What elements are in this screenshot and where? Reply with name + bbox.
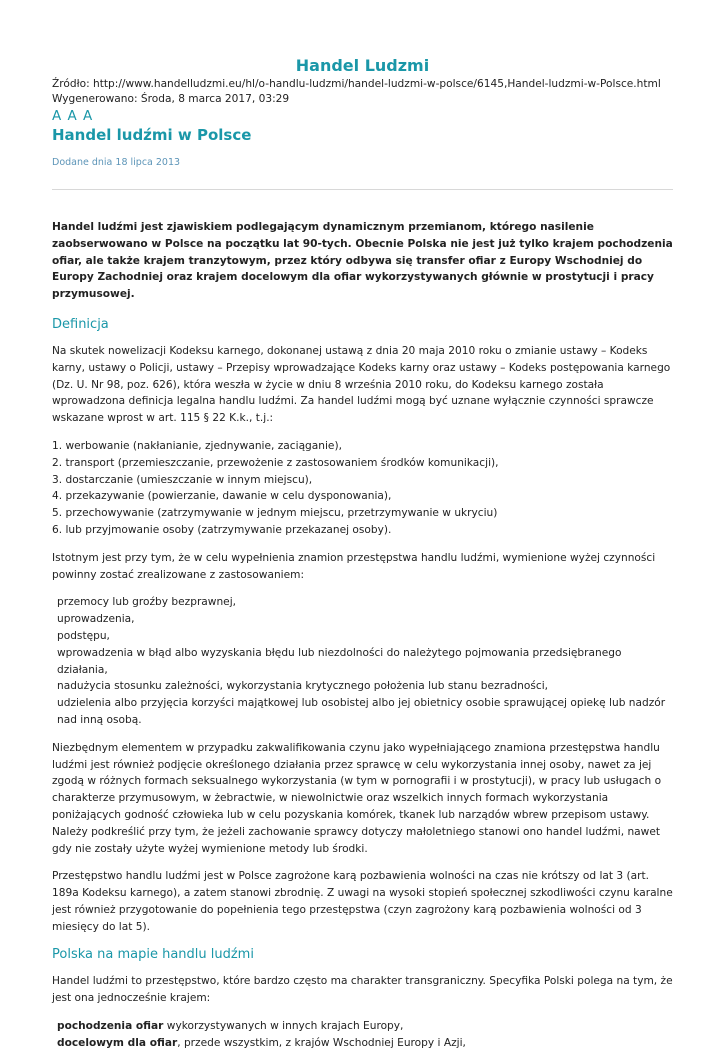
paragraph: Przestępstwo handlu ludźmi jest w Polsce zagrożone karą pozbawienia wolności na czas nie krótszy od lat 3 (art. 189a Kodeksu karnego), a zatem stanowi zbrodnię. Z uwagi na wysoki stopień społecznej szkodliwości czynu karalne jest również przygotowanie do popełnienia tego przestępstwa (czyn zagrożony karą pozbawienia wolności od 3 miesięcy do lat 5). [52, 870, 673, 933]
list-item: 5. przechowywanie (zatrzymywanie w jednym miejscu, przetrzymywanie w ukryciu) [52, 507, 498, 520]
list-item: uprowadzenia, [57, 613, 135, 626]
item-bold: docelowym dla ofiar [57, 1036, 178, 1049]
list-item [57, 1018, 674, 1035]
list-item: przemocy lub groźby bezprawnej, [57, 596, 237, 609]
document-meta [52, 77, 692, 106]
list-item: wprowadzenia w błąd albo wyzyskania błędu lub niezdolności do należytego pojmowania przedsiębranego działania, [57, 646, 622, 676]
paragraph: Na skutek nowelizacji Kodeksu karnego, dokonanej ustawą z dnia 20 maja 2010 roku o zmianie ustawy – Kodeks karny, ustawy o Policji, ustawy – Przepisy wprowadzające Kodeks karny oraz ustawy – Kodeks postępowania karnego (Dz. U. Nr 98, poz. 626), która weszła w życie w dniu 8 września 2010 roku, do Kodeksu karnego została wprowadzona definicja legalna handlu ludźmi. Za handel ludźmi mogą być uznane wyłącznie czynności sprawcze wskazane wprost w art. 115 § 22 K.k., t.j.: [52, 344, 671, 425]
list-item: 2. transport (przemieszczanie, przewożenie z zastosowaniem środków komunikacji), [52, 456, 499, 469]
list-item: 6. lub przyjmowanie osoby (zatrzymywanie przekazanej osoby). [52, 523, 392, 536]
list-item: udzielenia albo przyjęcia korzyści majątkowej lub osobistej albo jej obietnicy osobie sprawującej opiekę lub nadzór nad inną osobą. [57, 697, 666, 726]
actions-list [52, 438, 674, 539]
generated-date: Wygenerowano: Środa, 8 marca 2017, 03:29 [52, 92, 290, 105]
paragraph: Istotnym jest przy tym, że w celu wypełnienia znamion przestępstwa handlu ludźmi, wymienione wyżej czynności powinny zostać zrealizowane z zastosowaniem: [52, 551, 656, 581]
site-title: Handel Ludzmi [295, 56, 430, 75]
item-text: , przede wszystkim, z krajów Wschodniej Europy i Azji, [177, 1036, 466, 1049]
section-heading-definicja: Definicja [52, 316, 109, 332]
divider [52, 189, 673, 190]
list-item: 1. werbowanie (nakłanianie, zjednywanie, zaciąganie), [52, 439, 342, 452]
list-item: podstępu, [57, 629, 110, 642]
list-item: 4. przekazywanie (powierzanie, dawanie w celu dysponowania), [52, 490, 392, 503]
item-text: wykorzystywanych w innych krajach Europy, [163, 1020, 404, 1033]
paragraph: Handel ludźmi to przestępstwo, które bardzo często ma charakter transgraniczny. Specyfika Polski polega na tym, że jest ona jednocześnie krajem: [52, 975, 673, 1005]
list-item: 3. dostarczanie (umieszczanie w innym miejscu), [52, 473, 313, 486]
means-list [52, 594, 674, 728]
item-bold: pochodzenia ofiar [57, 1020, 164, 1033]
article-date: Dodane dnia 18 lipca 2013 [52, 157, 181, 168]
source-url[interactable]: Źródło: http://www.handelludzmi.eu/hl/o-handlu-ludzmi/handel-ludzmi-w-polsce/6145,Handel-ludzmi-w-Polsce.html [52, 78, 661, 90]
article-body [52, 219, 674, 1063]
font-size-controls[interactable]: A A A [52, 108, 94, 124]
paragraph: Niezbędnym elementem w przypadku zakwalifikowania czynu jako wypełniającego znamiona przestępstwa handlu ludźmi jest również podjęcie określonego działania przez sprawcę w celu wykorzystania innej osoby, nawet za jej zgodą w różnych formach seksualnego wykorzystania (w tym w pornografii i w prostytucji), w pracy lub usługach o charakterze przymusowym, w żebractwie, w niewolnictwie oraz wszelkich innych formach wykorzystania poniżających godność człowieka lub w celu pozyskania komórek, tkanek lub narządów wbrew przepisom ustawy. Należy podkreślić przy tym, że jeżeli zachowanie sprawcy dotyczy małoletniego stanowi ono handel ludźmi, nawet gdy nie zostały użyte wyżej wymienione metody lub środki. [52, 741, 662, 855]
article-lead: Handel ludźmi jest zjawiskiem podlegającym dynamicznym przemianom, którego nasilenie zaobserwowano w Polsce na początku lat 90-tych. Obecnie Polska nie jest już tylko krajem pochodzenia ofiar, ale także krajem tranzytowym, przez który odbywa się transfer ofiar z Europy Wschodniej do Europy Zachodniej oraz krajem docelowym dla ofiar wykorzystywanych głównie w prostytucji i pracy przymusowej. [52, 221, 673, 301]
list-item: nadużycia stosunku zależności, wykorzystania krytycznego położenia lub stanu bezradności, [57, 680, 549, 693]
list-item [57, 1035, 674, 1052]
section-heading-mapa: Polska na mapie handlu ludźmi [52, 947, 254, 963]
article-title: Handel ludźmi w Polsce [52, 126, 252, 144]
country-role-list [52, 1018, 674, 1052]
